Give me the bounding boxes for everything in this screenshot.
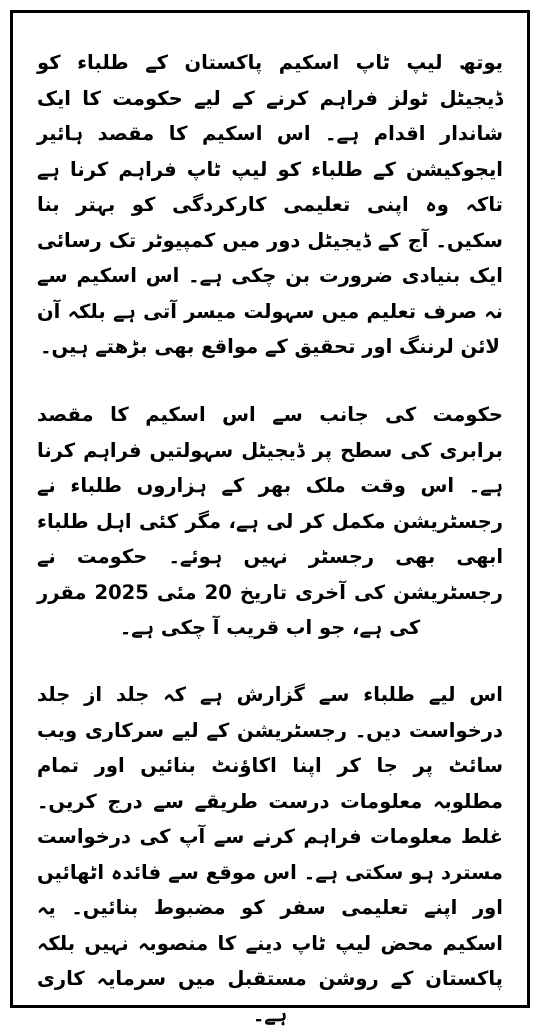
- article-paragraph-3: اس لیے طلباء سے گزارش ہے کہ جلد از جلد درخواست دیں۔ رجسٹریشن کے لیے سرکاری ویب سائٹ پر جا کر اپنا اکاؤنٹ بنائیں اور تمام مطلوبہ معلومات درست طریقے سے درج کریں۔ غلط معلومات فراہم کرنے سے آپ کی درخواست مسترد ہو سکتی ہے۔ اس موقع سے فائدہ اٹھائیں اور اپنے تعلیمی سفر کو مضبوط بنائیں۔ یہ اسکیم محض لیپ ٹاپ دینے کا منصوبہ نہیں بلکہ پاکستان کے روشن مستقبل میں سرمایہ کاری ہے۔: [37, 683, 503, 1026]
- article-frame: [10, 10, 530, 1026]
- article-paragraph-1: یوتھ لیپ ٹاپ اسکیم پاکستان کے طلباء کو ڈیجیٹل ٹولز فراہم کرنے کے لیے حکومت کا ایک شاندار اقدام ہے۔ اس اسکیم کا مقصد ہائیر ایجوکیشن کے طلباء کو لیپ ٹاپ فراہم کرنا ہے تاکہ وہ اپنی تعلیمی کارکردگی کو بہتر بنا سکیں۔ آج کے ڈیجیٹل دور میں کمپیوٹر تک رسائی ایک بنیادی ضرورت بن چکی ہے۔ اس اسکیم سے نہ صرف تعلیم میں سہولت میسر آتی ہے بلکہ آن لائن لرننگ اور تحقیق کے مواقع بھی بڑھتے ہیں۔: [37, 51, 503, 358]
- article-paragraph-2: حکومت کی جانب سے اس اسکیم کا مقصد برابری کی سطح پر ڈیجیٹل سہولتیں فراہم کرنا ہے۔ اس وقت ملک بھر کے ہزاروں طلباء نے رجسٹریشن مکمل کر لی ہے، مگر کئی اہل طلباء ابھی بھی رجسٹر نہیں ہوئے۔ حکومت نے رجسٹریشن کی آخری تاریخ 20 مئی 2025 مقرر کی ہے، جو اب قریب آ چکی ہے۔: [37, 403, 503, 639]
